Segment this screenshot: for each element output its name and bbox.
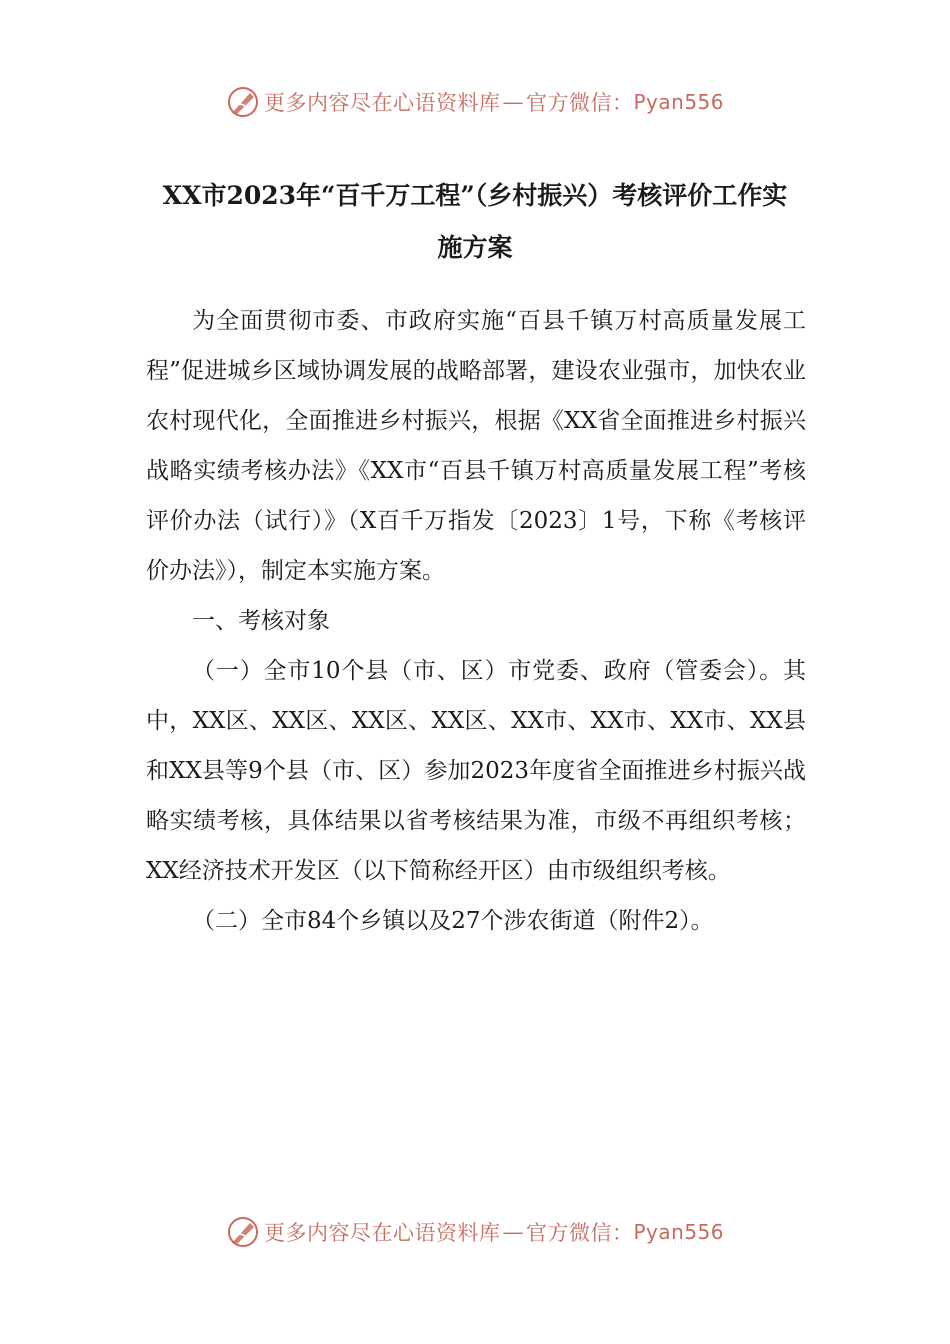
intro-paragraph: 为全面贯彻市委、市政府实施“百县千镇万村高质量发展工程”促进城乡区域协调发展的战略部署，建设农业强市，加快农业农村现代化，全面推进乡村振兴，根据《XX省全面推进乡村振兴战略实绩考核办法》《XX市“百县千镇万村高质量发展工程”考核评价办法（试行）》（X百千万指发〔2023〕1号，下称《考核评价办法》），制定本实施方案。 bbox=[146, 308, 806, 584]
title-line-2: 施方案 bbox=[437, 233, 513, 262]
watermark-label: 官方微信： bbox=[525, 91, 634, 115]
pen-logo-icon bbox=[226, 1215, 260, 1249]
section-heading: 一、考核对象 bbox=[192, 608, 330, 634]
watermark-text: 更多内容尽在心语资料库 bbox=[263, 91, 501, 115]
item-2-paragraph: （二）全市84个乡镇以及27个涉农街道（附件2）。 bbox=[192, 908, 714, 934]
item-1-paragraph: （一）全市10个县（市、区）市党委、政府（管委会）。其中，XX区、XX区、XX区、XX区、XX市、XX市、XX市、XX县和XX县等9个县（市、区）参加2023年度省全面推进乡村振兴战略实绩考核，具体结果以省考核结果为准，市级不再组织考核；XX经济技术开发区（以下简称经开区）由市级组织考核。 bbox=[146, 658, 807, 884]
header-watermark bbox=[0, 82, 950, 122]
watermark-separator: — bbox=[502, 1220, 524, 1244]
watermark-wechat-id: Pyan556 bbox=[633, 90, 724, 114]
pen-logo-icon bbox=[226, 85, 260, 119]
watermark-text: 更多内容尽在心语资料库 bbox=[263, 1221, 501, 1245]
document-title bbox=[0, 170, 950, 274]
footer-watermark bbox=[0, 1212, 950, 1252]
document-body bbox=[146, 296, 806, 946]
watermark-label: 官方微信： bbox=[525, 1221, 634, 1245]
watermark-wechat-id: Pyan556 bbox=[633, 1220, 724, 1244]
watermark-separator: — bbox=[502, 90, 524, 114]
title-line-1: XX市2023年“百千万工程”（乡村振兴）考核评价工作实 bbox=[162, 181, 788, 210]
